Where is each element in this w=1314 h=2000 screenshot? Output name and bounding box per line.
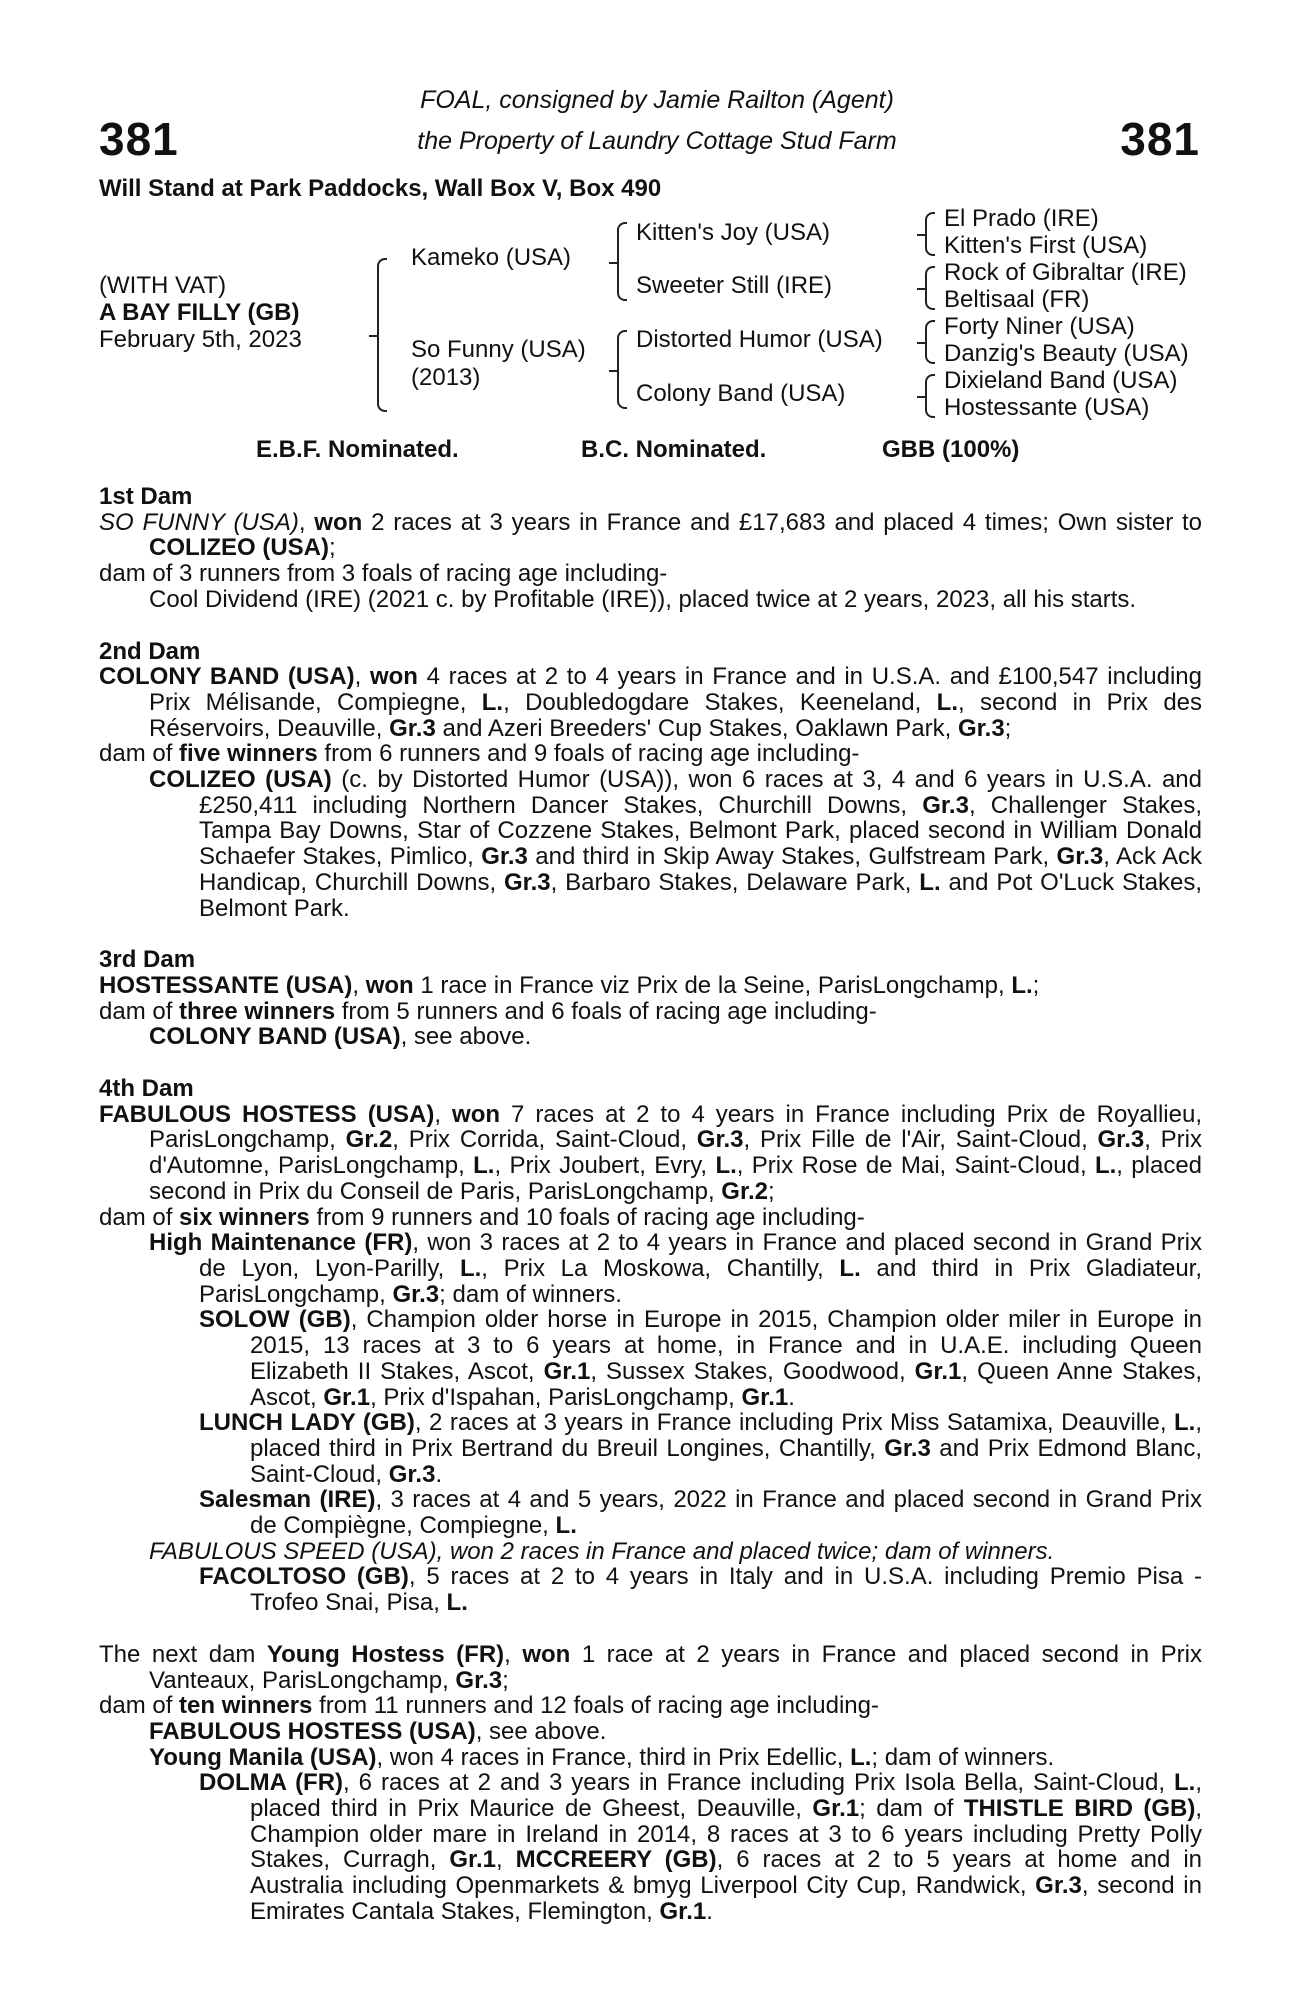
next-dam-produce: dam of ten winners from 11 runners and 12 foals of racing age including- bbox=[99, 1692, 879, 1720]
bc-nominated: B.C. Nominated. bbox=[581, 436, 767, 463]
first-dam-foal: Cool Dividend (IRE) (2021 c. by Profitable (IRE)), placed twice at 2 years, 2023, all his starts. bbox=[149, 585, 1137, 613]
g3-ancestor-2: Kitten's First (USA) bbox=[944, 232, 1148, 259]
g3-ancestor-6: Danzig's Beauty (USA) bbox=[944, 340, 1189, 367]
facoltoso-record: FACOLTOSO (GB), 5 races at 2 to 4 years in Italy and in U.S.A. including Premio Pisa - Trofeo Snai, Pisa, L. bbox=[199, 1563, 1202, 1617]
third-dam-progeny: COLONY BAND (USA), see above. bbox=[149, 1023, 532, 1051]
dam-sire: Distorted Humor (USA) bbox=[636, 326, 883, 353]
pedigree-brace-sire bbox=[617, 222, 627, 301]
horse-name: A BAY FILLY (GB) bbox=[99, 299, 300, 326]
lot-number-right: 381 bbox=[1120, 113, 1200, 165]
solow-record: SOLOW (GB), Champion older horse in Europe in 2015, Champion older miler in Europe in 2015, 13 races at 3 to 6 years at home, in France and in U.A.E. including Queen Elizabeth II Stakes, Ascot, Gr.1, Sussex Stakes, Goodwood, Gr.1, Queen Anne Stakes, Ascot, Gr.1, Prix d'Ispahan, ParisLongchamp, Gr.1. bbox=[199, 1306, 1202, 1411]
first-dam-record: SO FUNNY (USA), won 2 races at 3 years in France and £17,683 and placed 4 times; Own sister to COLIZEO (USA); bbox=[99, 508, 1203, 562]
fourth-dam-heading: 4th Dam bbox=[99, 1075, 194, 1103]
pedigree-brace-g3-4 bbox=[925, 374, 935, 418]
salesman-record: Salesman (IRE), 3 races at 4 and 5 years, 2022 in France and placed second in Grand Prix de Compiègne, Compiegne, L. bbox=[199, 1486, 1203, 1540]
dolma-record: DOLMA (FR), 6 races at 2 and 3 years in France including Prix Isola Bella, Saint-Cloud, L., placed third in Prix Maurice de Gheest, Deauville, Gr.1; dam of THISTLE BIRD (GB), Champion older mare in Ireland in 2014, 8 races at 3 to 6 years including Pretty Polly Stakes, Curragh, Gr.1, MCCREERY (GB), 6 races at 2 to 5 years at home and in Australia including Openmarkets & bmyg Liverpool City Cup, Randwick, Gr.3, second in Emirates Cantala Stakes, Flemington, Gr.1. bbox=[199, 1769, 1203, 1925]
high-maintenance-record: High Maintenance (FR), won 3 races at 2 to 4 years in France and placed second in Grand Prix de Lyon, Lyon-Parilly, L., Prix La Moskowa, Chantilly, L. and third in Prix Gladiateur, ParisLongchamp, Gr.3; dam of winners. bbox=[149, 1229, 1202, 1308]
first-dam-produce: dam of 3 runners from 3 foals of racing age including- bbox=[99, 560, 668, 588]
g3-ancestor-5: Forty Niner (USA) bbox=[944, 313, 1135, 340]
colizeo-record: COLIZEO (USA) (c. by Distorted Humor (USA)), won 6 races at 3, 4 and 6 years in U.S.A. and £250,411 including Northern Dancer Stakes, Churchill Downs, Gr.3, Challenger Stakes, Tampa Bay Downs, Star of Cozzene Stakes, Belmont Park, placed second in William Donald Schaefer Stakes, Pimlico, Gr.3 and third in Skip Away Stakes, Gulfstream Park, Gr.3, Ack Ack Handicap, Churchill Downs, Gr.3, Barbaro Stakes, Delaware Park, L. and Pot O'Luck Stakes, Belmont Park. bbox=[149, 766, 1203, 922]
g3-ancestor-1: El Prado (IRE) bbox=[944, 205, 1099, 232]
pedigree-brace-g3-2 bbox=[925, 266, 935, 310]
fabulous-speed-record: FABULOUS SPEED (USA), won 2 races in France and placed twice; dam of winners. bbox=[149, 1537, 1055, 1565]
g3-ancestor-3: Rock of Gibraltar (IRE) bbox=[944, 259, 1187, 286]
foaling-date: February 5th, 2023 bbox=[99, 326, 302, 353]
lunch-lady-record: LUNCH LADY (GB), 2 races at 3 years in France including Prix Miss Satamixa, Deauville, L., placed third in Prix Bertrand du Breuil Longines, Chantilly, Gr.3 and Prix Edmond Blanc, Saint-Cloud, Gr.3. bbox=[199, 1409, 1202, 1488]
catalogue-body bbox=[99, 484, 1202, 1925]
dam: So Funny (USA) bbox=[411, 336, 586, 363]
lot-number-left: 381 bbox=[99, 113, 179, 165]
ebf-nominated: E.B.F. Nominated. bbox=[256, 436, 459, 463]
dam-year: (2013) bbox=[411, 364, 481, 391]
fourth-dam-produce: dam of six winners from 9 runners and 10 foals of racing age including- bbox=[99, 1203, 865, 1231]
sire-dam: Sweeter Still (IRE) bbox=[636, 272, 833, 299]
fabulous-hostess-ref: FABULOUS HOSTESS (USA), see above. bbox=[149, 1717, 607, 1745]
consignment-line-2: the Property of Laundry Cottage Stud Farm bbox=[417, 127, 897, 155]
second-dam-record: COLONY BAND (USA), won 4 races at 2 to 4 years in France and in U.S.A. and £100,547 including Prix Mélisande, Compiegne, L., Doubledogdare Stakes, Keeneland, L., second in Prix des Réservoirs, Deauville, Gr.3 and Azeri Breeders' Cup Stakes, Oaklawn Park, Gr.3; bbox=[99, 663, 1203, 742]
pedigree-brace-dam bbox=[617, 330, 627, 409]
sire-sire: Kitten's Joy (USA) bbox=[636, 219, 830, 246]
second-dam-heading: 2nd Dam bbox=[99, 637, 201, 665]
pedigree-brace-g3-1 bbox=[925, 212, 935, 256]
third-dam-produce: dam of three winners from 5 runners and 6 foals of racing age including- bbox=[99, 997, 877, 1025]
second-dam-produce: dam of five winners from 6 runners and 9 foals of racing age including- bbox=[99, 740, 860, 768]
pedigree-brace-main bbox=[377, 258, 387, 412]
next-dam-record: The next dam Young Hostess (FR), won 1 race at 2 years in France and placed second in Prix Vanteaux, ParisLongchamp, Gr.3; bbox=[99, 1640, 1202, 1694]
g3-ancestor-7: Dixieland Band (USA) bbox=[944, 367, 1178, 394]
dam-dam: Colony Band (USA) bbox=[636, 380, 846, 407]
fourth-dam-record: FABULOUS HOSTESS (USA), won 7 races at 2 to 4 years in France including Prix de Royallieu, ParisLongchamp, Gr.2, Prix Corrida, Saint-Cloud, Gr.3, Prix Fille de l'Air, Saint-Cloud, Gr.3, Prix d'Automne, ParisLongchamp, L., Prix Joubert, Evry, L., Prix Rose de Mai, Saint-Cloud, L., placed second in Prix du Conseil de Paris, ParisLongchamp, Gr.2; bbox=[99, 1100, 1203, 1205]
third-dam-record: HOSTESSANTE (USA), won 1 race in France viz Prix de la Seine, ParisLongchamp, L.; bbox=[99, 971, 1040, 999]
consignment-line-1: FOAL, consigned by Jamie Railton (Agent) bbox=[420, 86, 894, 114]
gbb-status: GBB (100%) bbox=[882, 436, 1020, 463]
third-dam-heading: 3rd Dam bbox=[99, 946, 196, 974]
pedigree-brace-g3-3 bbox=[925, 320, 935, 364]
vat-note: (WITH VAT) bbox=[99, 272, 227, 299]
first-dam-heading: 1st Dam bbox=[99, 483, 193, 510]
stand-info: Will Stand at Park Paddocks, Wall Box V, Box 490 bbox=[99, 175, 662, 202]
g3-ancestor-4: Beltisaal (FR) bbox=[944, 286, 1090, 313]
young-manila-record: Young Manila (USA), won 4 races in France, third in Prix Edellic, L.; dam of winners. bbox=[149, 1743, 1055, 1771]
g3-ancestor-8: Hostessante (USA) bbox=[944, 394, 1150, 421]
sire: Kameko (USA) bbox=[411, 244, 572, 271]
